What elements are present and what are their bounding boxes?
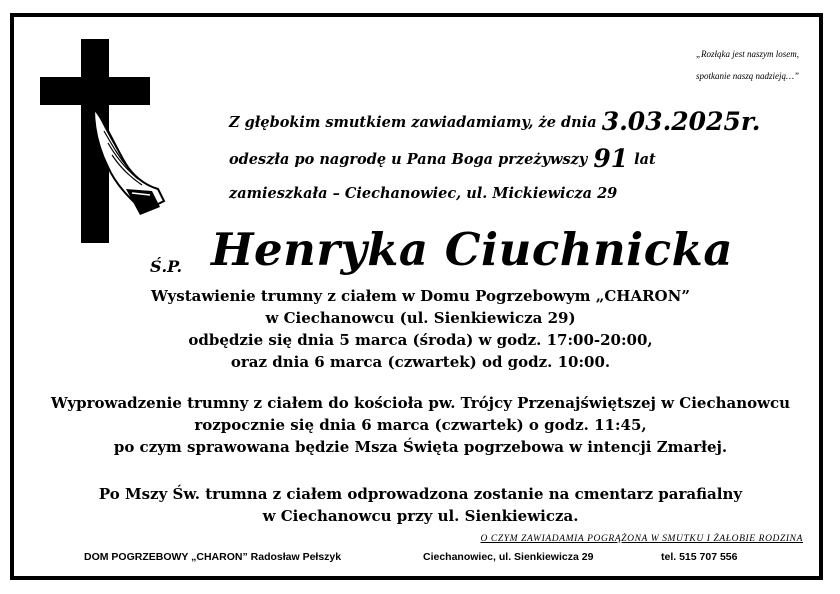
age-text: odeszła po nagrodę u Pana Boga przeżywszy <box>229 151 588 168</box>
name-prefix: Ś.P. <box>150 257 183 276</box>
viewing-line: odbędzie się dnia 5 marca (środa) w godz. 17:00-20:00, <box>188 331 653 349</box>
viewing-line: oraz dnia 6 marca (czwartek) od godz. 10:00. <box>230 353 611 371</box>
age-line <box>229 144 656 173</box>
footer-phone: tel. 515 707 556 <box>661 551 738 563</box>
cross-icon <box>40 39 150 243</box>
viewing-line: Wystawienie trumny z ciałem w Domu Pogrzebowym „CHARON” <box>151 287 690 305</box>
quote-line-1: „Rozłąka jest naszym losem, <box>696 49 799 59</box>
viewing-info <box>14 285 827 373</box>
deceased-name: Henryka Ciuchnicka <box>211 223 734 276</box>
death-announcement-line <box>229 107 760 136</box>
obituary-card <box>10 13 823 580</box>
procession-line: Wyprowadzenie trumny z ciałem do kościoła pw. Trójcy Przenajświętszej w Ciechanowcu <box>50 394 791 412</box>
burial-line: w Ciechanowcu przy ul. Sienkiewicza. <box>262 507 579 525</box>
residence-line: zamieszkała – Ciechanowiec, ul. Mickiewicza 29 <box>229 185 618 202</box>
intro-text: Z głębokim smutkiem zawiadamiamy, że dnia <box>229 114 597 131</box>
procession-line: po czym sprawowana będzie Msza Święta pogrzebowa w intencji Zmarłej. <box>113 438 728 456</box>
cross-with-hands <box>40 39 170 243</box>
footer-company: DOM POGRZEBOWY „CHARON” Radosław Pełszyk <box>84 551 342 563</box>
death-date: 3.03.2025r. <box>601 107 761 136</box>
viewing-line: w Ciechanowcu (ul. Sienkiewicza 29) <box>265 309 576 327</box>
footer-address: Ciechanowiec, ul. Sienkiewicza 29 <box>423 551 594 563</box>
burial-info <box>14 483 827 527</box>
procession-info <box>14 392 827 458</box>
age-unit: lat <box>634 151 656 168</box>
age-value: 91 <box>593 144 629 173</box>
procession-line: rozpocznie się dnia 6 marca (czwartek) o godz. 11:45, <box>194 416 647 434</box>
quote-line-2: spotkanie naszą nadzieją…” <box>695 71 799 81</box>
family-note: O CZYM ZAWIADAMIA POGRĄŻONA W SMUTKU I ŻAŁOBIE RODZINA <box>480 534 803 544</box>
burial-line: Po Mszy Św. trumna z ciałem odprowadzona zostanie na cmentarz parafialny <box>98 485 743 503</box>
